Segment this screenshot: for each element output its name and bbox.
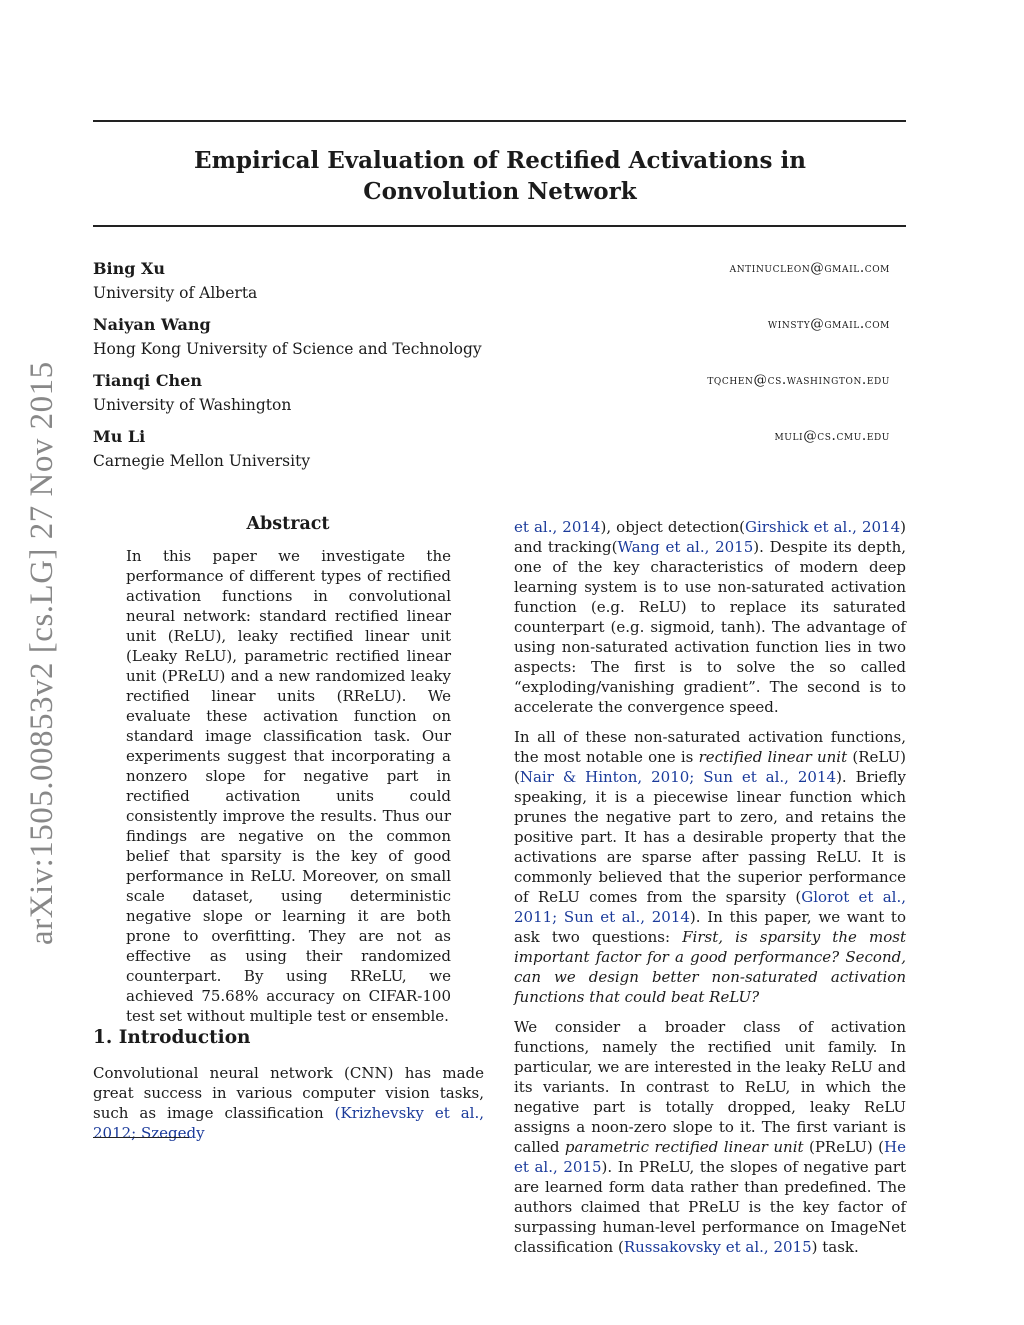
arxiv-side-stamp: arXiv:1505.00853v2 [cs.LG] 27 Nov 2015 (24, 361, 60, 945)
title-bottom-rule (93, 225, 906, 227)
paper-title: Empirical Evaluation of Rectified Activations in Convolution Network (194, 147, 806, 205)
intro-text: ). Despite its depth, one of the key characteristics of modern deep learning system is to use non-saturated activation function (e.g. ReLU) to replace its saturated counterpart (e.g. sigmoid, tanh). The advantage of using non-saturated activation function lies in two aspects: The first is to solve the so called “exploding/vanishing gradient”. The second is to accelerate the convergence speed. (514, 538, 906, 716)
author-email[interactable]: tqchen@cs.washington.edu (707, 372, 890, 388)
right-column (514, 517, 906, 1267)
author-email[interactable]: muli@cs.cmu.edu (774, 428, 890, 444)
citation-link[interactable]: He et al., 2015 (514, 1138, 907, 1176)
author-entry (93, 258, 890, 314)
intro-text: ). In PReLU, the slopes of negative part are learned form data rather than predefined. The authors claimed that PReLU is the key factor of surpassing human-level performance on ImageNet classification ( (514, 1158, 906, 1256)
intro-text: (ReLU) ( (514, 748, 907, 786)
emphasis-text: First, is sparsity the most important factor for a good performance? Second, can we design better non-saturated activation functions that could beat ReLU? (514, 928, 906, 1006)
intro-paragraph-2 (514, 727, 906, 1007)
author-affiliation: University of Washington (93, 396, 292, 414)
author-email[interactable]: antinucleon@gmail.com (729, 260, 890, 276)
abstract-heading: Abstract (246, 514, 330, 534)
intro-text: ) task. (811, 1238, 859, 1256)
author-name: Bing Xu (93, 259, 166, 278)
footnote-rule (93, 1137, 189, 1138)
citation-link[interactable]: Nair & Hinton, 2010; Sun et al., 2014 (519, 768, 837, 786)
citation-link[interactable]: (Krizhevsky et al., 2012; Szegedy (93, 1104, 484, 1142)
emphasis-text: parametric rectified linear unit (564, 1138, 804, 1156)
author-name: Tianqi Chen (93, 371, 202, 390)
citation-link[interactable]: Russakovsky et al., 2015 (623, 1238, 812, 1256)
intro-text: ). Briefly speaking, it is a piecewise linear function which prunes the negative part to zero, and retains the positive part. It has a desirable property that the activations are sparse after passing ReLU. It is commonly believed that the superior performance of ReLU comes from the sparsity ( (514, 768, 906, 906)
intro-text: Convolutional neural network (CNN) has made great success in various computer vision tasks, such as image classification (93, 1064, 484, 1122)
intro-text: In all of these non-saturated activation functions, the most notable one is (514, 728, 906, 766)
author-name: Mu Li (93, 427, 146, 446)
intro-paragraph-3 (514, 1017, 906, 1257)
intro-text: ), object detection( (600, 518, 745, 536)
citation-link[interactable]: Girshick et al., 2014 (744, 518, 901, 536)
title-top-rule (93, 120, 906, 122)
intro-paragraph-1-cont (514, 517, 906, 717)
author-name: Naiyan Wang (93, 315, 211, 334)
section-heading-introduction: 1. Introduction (93, 1027, 251, 1048)
author-entry (93, 426, 890, 482)
author-entry (93, 370, 890, 426)
intro-text: We consider a broader class of activation functions, namely the rectified unit family. In particular, we are interested in the leaky ReLU and its variants. In contrast to ReLU, in which the negative part is totally dropped, leaky ReLU assigns a noon-zero slope to it. The first variant is called (514, 1018, 906, 1156)
author-affiliation: Carnegie Mellon University (93, 452, 311, 470)
citation-link[interactable]: et al., 2014 (514, 518, 601, 536)
author-affiliation: Hong Kong University of Science and Technology (93, 340, 482, 358)
author-email[interactable]: winsty@gmail.com (767, 316, 890, 332)
author-affiliation: University of Alberta (93, 284, 258, 302)
author-entry (93, 314, 890, 370)
citation-link[interactable]: Glorot et al., 2011; Sun et al., 2014 (514, 888, 906, 926)
abstract-text: In this paper we investigate the performance of different types of rectified activation functions in convolutional neural network: standard rectified linear unit (ReLU), leaky rectified linear unit (Leaky ReLU), parametric rectified linear unit (PReLU) and a new randomized leaky rectified linear units (RReLU). We evaluate these activation function on standard image classification task. Our experiments suggest that incorporating a nonzero slope for negative part in rectified activation units could consistently improve the results. Thus our findings are negative on the common belief that sparsity is the key of good performance in ReLU. Moreover, on small scale dataset, using deterministic negative slope or learning it are both prone to overfitting. They are not as effective as using their randomized counterpart. By using RReLU, we achieved 75.68% accuracy on CIFAR-100 test set without multiple test or ensemble. (126, 547, 451, 1025)
intro-text: (PReLU) ( (803, 1138, 885, 1156)
emphasis-text: rectified linear unit (698, 748, 848, 766)
citation-link[interactable]: Wang et al., 2015 (617, 538, 754, 556)
intro-text: ). In this paper, we want to ask two questions: (514, 908, 906, 946)
intro-paragraph-1 (93, 1063, 484, 1143)
author-block (93, 258, 890, 482)
intro-text: ) and tracking( (514, 518, 906, 556)
